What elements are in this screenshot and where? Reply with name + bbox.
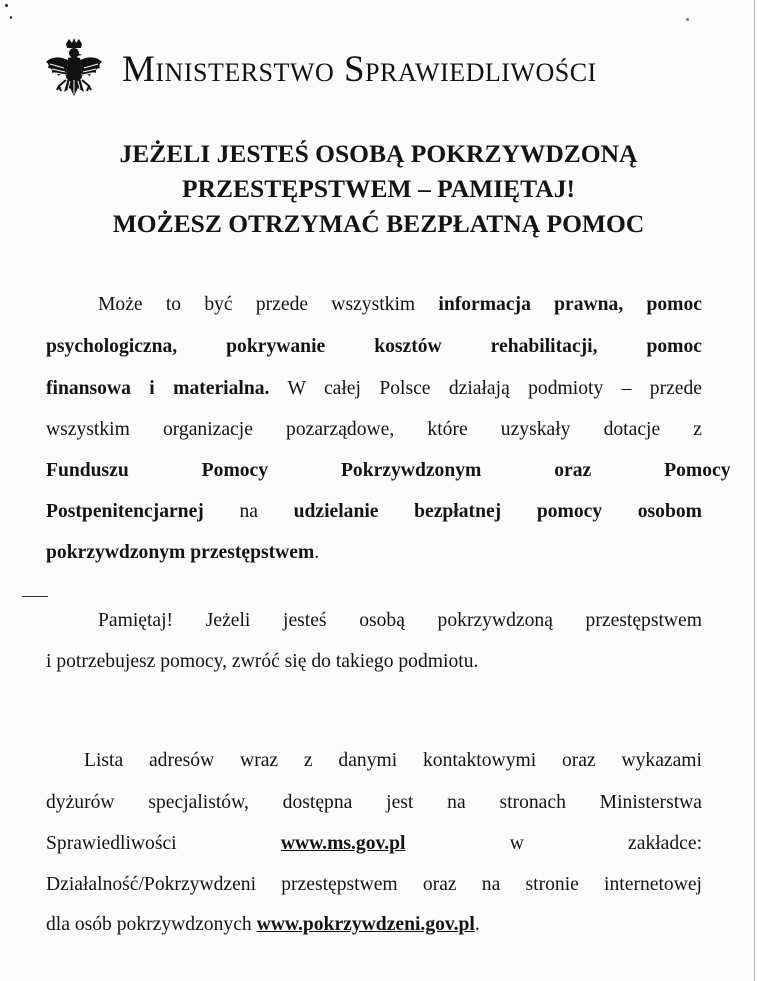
paragraph-line [46, 830, 702, 858]
headline-line: MOŻESZ OTRZYMAĆ BEZPŁATNĄ POMOC [112, 209, 645, 238]
paragraph-line [46, 498, 702, 526]
text-span: w [509, 833, 524, 854]
text-span: Sprawiedliwości [46, 833, 177, 854]
ms-gov-link[interactable]: www.ms.gov.pl [280, 833, 406, 854]
paragraph-line [46, 911, 702, 939]
paragraph-line: psychologiczna, pokrywanie kosztów rehabilitacji, pomoc [46, 336, 702, 357]
ministry-name: Ministerstwo Sprawiedliwości [122, 49, 597, 90]
scan-mark [22, 596, 48, 597]
headline-line: PRZESTĘPSTWEM – PAMIĘTAJ! [182, 174, 575, 203]
paragraph-line: dyżurów specjalistów, dostępna jest na stronach Ministerstwa [46, 792, 702, 813]
text-span: dla osób pokrzywdzonych [46, 914, 257, 935]
bold-text: informacja prawna, pomoc [438, 294, 702, 315]
text-span: zakładce: [628, 833, 703, 854]
headline-line: JEŻELI JESTEŚ OSOBĄ POKRZYWDZONĄ [119, 139, 638, 168]
scan-speck [5, 4, 8, 7]
bold-text: udzielanie bezpłatnej pomocy osobom [293, 501, 702, 522]
pokrzywdzeni-gov-link[interactable]: www.pokrzywdzeni.gov.pl [256, 914, 475, 935]
text-span: . [314, 542, 320, 563]
letterhead [44, 38, 724, 102]
headline [40, 136, 717, 241]
paragraph-line: i potrzebujesz pomocy, zwróć się do takiego podmiotu. [46, 651, 479, 672]
text-span: Może to być przede wszystkim [98, 294, 439, 315]
paragraph-line: Działalność/Pokrzywdzeni przestępstwem oraz na stronie internetowej [46, 874, 702, 895]
scan-edge [754, 0, 755, 981]
paragraph-line: Lista adresów wraz z danymi kontaktowymi oraz wykazami [84, 750, 702, 771]
paragraph-line: wszystkim organizacje pozarządowe, które uzyskały dotacje z [46, 419, 702, 440]
scan-speck [10, 16, 12, 19]
text-span: na [203, 501, 294, 522]
text-span: W całej Polsce działają podmioty – przede [269, 378, 702, 399]
bold-text: Postpenitencjarnej [46, 501, 204, 522]
paragraph-line [46, 539, 702, 567]
paragraph-line: Funduszu Pomocy Pokrzywdzonym oraz Pomocy [46, 460, 731, 481]
paragraph-line: Pamiętaj! Jeżeli jesteś osobą pokrzywdzoną przestępstwem [98, 610, 702, 631]
scan-speck [686, 18, 689, 21]
bold-text: pokrzywdzonym przestępstwem [46, 542, 315, 563]
text-span: . [474, 914, 480, 935]
bold-text: finansowa i materialna. [46, 378, 270, 399]
paragraph-line [46, 375, 702, 403]
polish-eagle-emblem-icon [44, 38, 104, 102]
paragraph-line [46, 291, 702, 319]
